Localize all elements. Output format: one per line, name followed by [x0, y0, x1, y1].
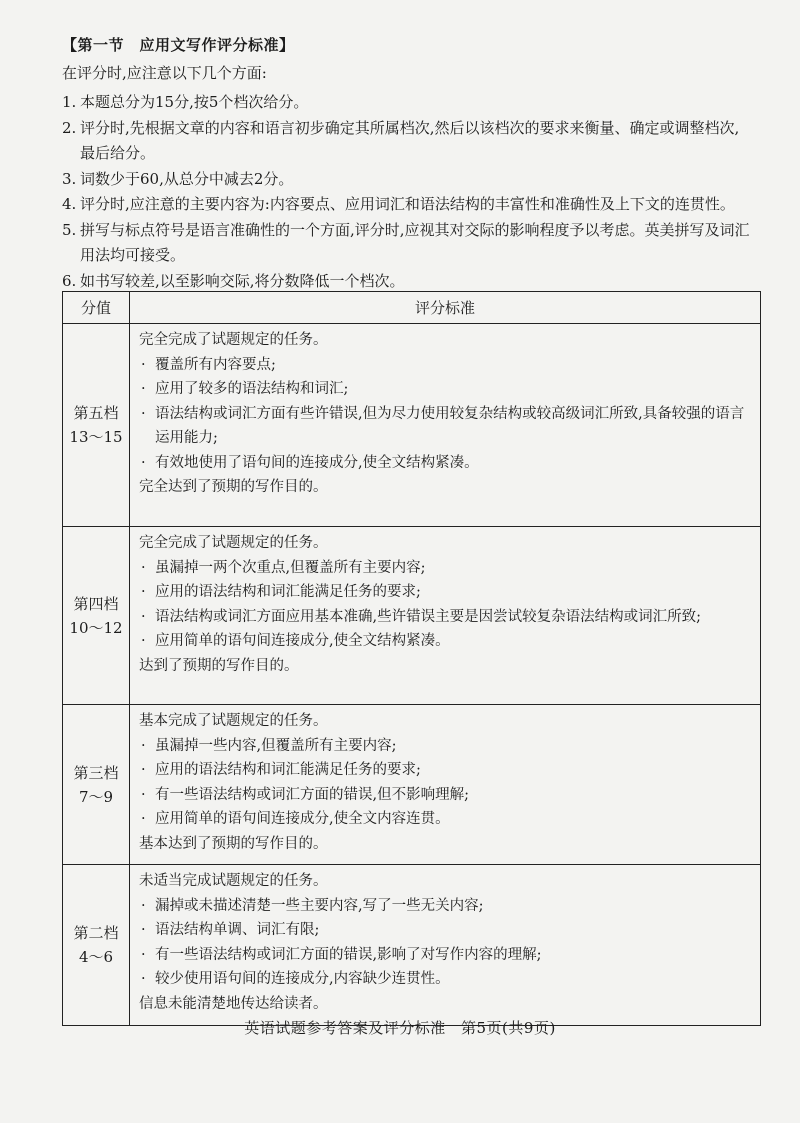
level-range: 4～6	[78, 948, 114, 966]
criteria-bullet	[139, 580, 750, 605]
criteria-cell	[130, 865, 761, 1026]
bullet-text: 应用了较多的语法结构和词汇;	[155, 381, 349, 397]
bullet-text: 应用的语法结构和词汇能满足任务的要求;	[155, 762, 421, 778]
criteria-bullet	[139, 734, 750, 759]
criteria-conclusion: 完全达到了预期的写作目的。	[139, 479, 328, 495]
bullet-dot: ·	[141, 786, 146, 803]
level-range: 7～9	[78, 787, 114, 806]
bullet-text: 有效地使用了语句间的连接成分,使全文结构紧凑。	[155, 454, 479, 471]
rule-number: 5.	[62, 220, 77, 239]
bullet-dot: ·	[141, 584, 146, 600]
level-label: 第五档	[73, 404, 119, 422]
level-label: 第二档	[73, 924, 119, 942]
criteria-bullet	[139, 967, 750, 992]
criteria-lead: 未适当完成试题规定的任务。	[139, 873, 328, 889]
rule-text: 本题总分为15分,按5个档次给分。	[80, 93, 309, 111]
bullet-text: 语法结构或词汇方面应用基本准确,些许错误主要是因尝试较复杂语法结构或词汇所致;	[155, 608, 701, 625]
criteria-bullet	[139, 758, 750, 783]
table-row	[63, 865, 761, 1026]
rule-text: 拼写与标点符号是语言准确性的一个方面,评分时,应视其对交际的影响程度予以考虑。英美拼写及词汇用法均可接受。	[80, 220, 750, 264]
rule-number: 4.	[62, 195, 77, 213]
bullet-dot: ·	[141, 405, 146, 422]
bullet-text: 应用简单的语句间连接成分,使全文结构紧凑。	[155, 633, 450, 649]
bullet-text: 虽漏掉一两个次重点,但覆盖所有主要内容;	[155, 559, 426, 576]
section-title: 【第一节 应用文写作评分标准】	[62, 36, 295, 54]
score-cell	[63, 705, 130, 865]
criteria-bullet	[139, 377, 750, 402]
header-criteria: 评分标准	[130, 292, 761, 324]
page-footer	[0, 1017, 800, 1038]
bullet-dot: ·	[141, 737, 146, 754]
criteria-conclusion: 达到了预期的写作目的。	[139, 657, 299, 674]
criteria-lead: 完全完成了试题规定的任务。	[139, 535, 328, 551]
bullet-dot: ·	[141, 608, 146, 625]
criteria-cell	[130, 705, 761, 865]
bullet-text: 覆盖所有内容要点;	[155, 356, 276, 373]
rule-text: 如书写较差,以至影响交际,将分数降低一个档次。	[80, 271, 405, 290]
criteria-lead: 完全完成了试题规定的任务。	[139, 332, 328, 348]
criteria-bullet	[139, 918, 750, 943]
score-cell	[63, 527, 130, 705]
bullet-dot: ·	[141, 559, 146, 576]
bullet-text: 语法结构或词汇方面有些许错误,但为尽力使用较复杂结构或较高级词汇所致,具备较强的语言运用能力;	[155, 405, 745, 446]
rule-item	[62, 90, 752, 116]
criteria-bullet	[139, 451, 750, 476]
score-cell	[63, 865, 130, 1026]
table-header-row	[63, 292, 761, 324]
level-range: 13～15	[69, 428, 123, 446]
bullet-dot: ·	[141, 946, 146, 963]
bullet-text: 应用的语法结构和词汇能满足任务的要求;	[155, 584, 421, 600]
rules-list	[62, 90, 752, 294]
rule-number: 6.	[62, 271, 77, 290]
bullet-text: 有一些语法结构或词汇方面的错误,但不影响理解;	[155, 786, 469, 803]
footer-page-number: 第5页(共9页)	[461, 1019, 556, 1037]
bullet-dot: ·	[141, 971, 146, 987]
criteria-bullet	[139, 605, 750, 630]
bullet-text: 漏掉或未描述清楚一些主要内容,写了一些无关内容;	[155, 897, 484, 914]
bullet-text: 虽漏掉一些内容,但覆盖所有主要内容;	[155, 737, 397, 754]
table-row	[63, 527, 761, 705]
level-range: 10～12	[69, 618, 123, 637]
bullet-dot: ·	[141, 922, 146, 938]
rule-text: 词数少于60,从总分中减去2分。	[80, 169, 294, 188]
bullet-dot: ·	[141, 381, 146, 397]
criteria-bullet	[139, 894, 750, 919]
rule-text: 评分时,先根据文章的内容和语言初步确定其所属档次,然后以该档次的要求来衡量、确定或调整档次,最后给分。	[80, 118, 740, 162]
grading-table	[62, 291, 761, 1026]
criteria-cell	[130, 324, 761, 527]
rule-number: 3.	[62, 169, 77, 188]
criteria-bullet	[139, 353, 750, 378]
bullet-dot: ·	[141, 762, 146, 778]
rule-item	[62, 167, 752, 193]
criteria-bullet	[139, 943, 750, 968]
table-row	[63, 324, 761, 527]
bullet-text: 应用简单的语句间连接成分,使全文内容连贯。	[155, 811, 450, 827]
rule-number: 2.	[62, 118, 77, 137]
rule-item	[62, 192, 752, 218]
rule-item	[62, 218, 752, 269]
rule-number: 1.	[62, 93, 77, 111]
criteria-bullet	[139, 783, 750, 808]
bullet-dot: ·	[141, 454, 146, 471]
criteria-conclusion: 信息未能清楚地传达给读者。	[139, 995, 328, 1012]
bullet-dot: ·	[141, 811, 146, 827]
criteria-bullet	[139, 402, 750, 451]
criteria-bullet	[139, 556, 750, 581]
criteria-bullet	[139, 807, 750, 832]
criteria-lead: 基本完成了试题规定的任务。	[139, 713, 328, 729]
footer-title: 英语试题参考答案及评分标准	[244, 1019, 446, 1037]
bullet-dot: ·	[141, 356, 146, 373]
header-score: 分值	[63, 292, 130, 324]
bullet-text: 有一些语法结构或词汇方面的错误,影响了对写作内容的理解;	[155, 946, 542, 963]
table-row	[63, 705, 761, 865]
rule-item	[62, 116, 752, 167]
bullet-text: 较少使用语句间的连接成分,内容缺少连贯性。	[155, 971, 450, 987]
section-intro: 在评分时,应注意以下几个方面:	[62, 64, 267, 82]
bullet-dot: ·	[141, 633, 146, 649]
score-cell	[63, 324, 130, 527]
criteria-bullet	[139, 629, 750, 654]
rule-text: 评分时,应注意的主要内容为:内容要点、应用词汇和语法结构的丰富性和准确性及上下文的连贯性。	[80, 195, 735, 213]
level-label: 第三档	[73, 763, 119, 782]
level-label: 第四档	[73, 594, 119, 613]
bullet-text: 语法结构单调、词汇有限;	[155, 922, 320, 938]
criteria-cell	[130, 527, 761, 705]
criteria-conclusion: 基本达到了预期的写作目的。	[139, 835, 328, 852]
bullet-dot: ·	[141, 897, 146, 914]
